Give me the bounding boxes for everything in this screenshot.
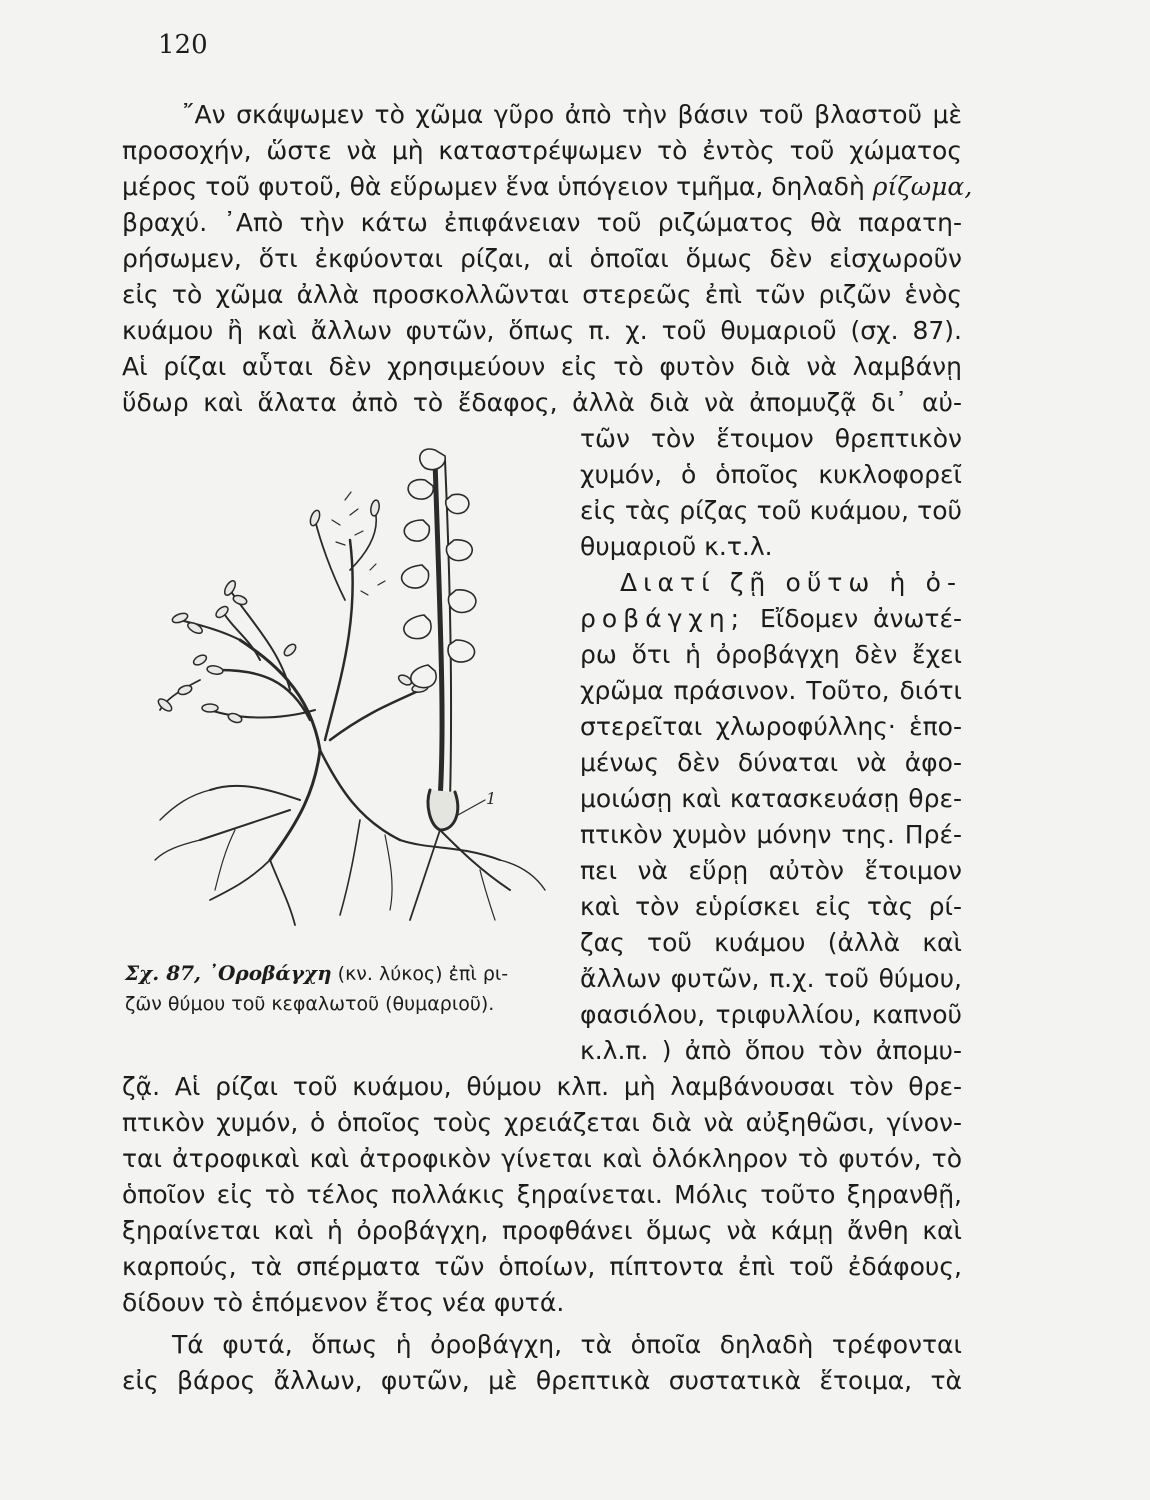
text-line: πει νὰ εὕρῃ αὐτὸν ἕτοιμον (580, 856, 962, 885)
figure-orobanche (140, 420, 560, 940)
heading-continuation: ροβάγχη; (580, 604, 746, 633)
text-line: δίδουν τὸ ἑπόμενον ἔτος νέα φυτά. (122, 1288, 565, 1317)
section-heading: Διατί ζῇ οὕτω ἡ ὀ- (620, 568, 962, 597)
text-line: καὶ τὸν εὑρίσκει εἰς τὰς ρί- (580, 892, 962, 921)
text-line: ὁποῖον εἰς τὸ τέλος πολλάκις ξηραίνεται. Μόλις τοῦτο ξηρανθῇ, (122, 1180, 962, 1209)
text-line: κ.λ.π. ) ἀπὸ ὅπου τὸν ἀπομυ- (580, 1036, 962, 1065)
text-line: ῎Αν σκάψωμεν τὸ χῶμα γῦρο ἀπὸ τὴν βάσιν τοῦ βλαστοῦ μὲ (182, 100, 962, 129)
text-line: στερεῖται χλωροφύλλης· ἑπο- (580, 712, 962, 741)
caption-label: Σχ. 87, ᾿Οροβάγχη (125, 961, 332, 985)
caption-text: (κν. λύκος) ἐπὶ ρι- (337, 963, 509, 985)
text-line: ρω ὅτι ἡ ὀροβάγχη δὲν ἔχει (580, 640, 962, 669)
text-line: ρήσωμεν, ὅτι ἐκφύονται ρίζαι, αἱ ὁποῖαι ὅμως δὲν εἰσχωροῦν (122, 244, 962, 273)
figure-label: 1 (486, 789, 497, 808)
text-line: Τά φυτά, ὅπως ἡ ὀροβάγχη, τὰ ὁποῖα δηλαδὴ τρέφονται (172, 1330, 962, 1359)
text-line: ζας τοῦ κυάμου (ἀλλὰ καὶ (580, 928, 962, 957)
text-line: φασιόλου, τριφυλλίου, καπνοῦ (580, 1000, 962, 1029)
text-line (122, 172, 973, 202)
text-line: χρῶμα πράσινον. Τοῦτο, διότι (580, 676, 962, 705)
text-line: καρπούς, τὰ σπέρματα τῶν ὁποίων, πίπτοντα ἐπὶ τοῦ ἐδάφους, (122, 1252, 962, 1281)
text-line: μένως δὲν δύναται νὰ ἀφο- (580, 748, 962, 777)
text-line: ἄλλων φυτῶν, π.χ. τοῦ θύμου, (580, 964, 962, 993)
text-span: μέρος τοῦ φυτοῦ, θὰ εὕρωμεν ἕνα ὑπόγειον τμῆμα, δηλαδὴ (122, 172, 865, 201)
plant-illustration (140, 420, 560, 940)
text-span: Εἴδομεν ἀνωτέ- (759, 604, 962, 633)
caption-line: ζῶν θύμου τοῦ κεφαλωτοῦ (θυμαριοῦ). (125, 993, 495, 1015)
text-line: Αἱ ρίζαι αὗται δὲν χρησιμεύουν εἰς τὸ φυτὸν διὰ νὰ λαμβάνῃ (122, 352, 962, 381)
text-line: χυμόν, ὁ ὁποῖος κυκλοφορεῖ (580, 460, 962, 489)
text-line: ξηραίνεται καὶ ἡ ὀροβάγχη, προφθάνει ὅμως νὰ κάμῃ ἄνθη καὶ (122, 1216, 962, 1245)
figure-caption (125, 958, 565, 1019)
text-line: ζᾷ. Αἱ ρίζαι τοῦ κυάμου, θύμου κλπ. μὴ λαμβάνουσαι τὸν θρε- (122, 1072, 962, 1101)
caption-line (125, 958, 565, 989)
italic-term: ρίζωμα, (872, 172, 973, 201)
text-line: εἰς τὸ χῶμα ἀλλὰ προσκολλῶνται στερεῶς ἐπὶ τῶν ριζῶν ἑνὸς (122, 280, 962, 309)
text-line: κυάμου ἢ καὶ ἄλλων φυτῶν, ὅπως π. χ. τοῦ θυμαριοῦ (σχ. 87). (122, 316, 962, 345)
text-line: μοιώσῃ καὶ κατασκευάσῃ θρε- (580, 784, 962, 813)
text-line: θυμαριοῦ κ.τ.λ. (580, 532, 773, 561)
text-line: ται ἀτροφικαὶ καὶ ἀτροφικὸν γίνεται καὶ ὁλόκληρον τὸ φυτόν, τὸ (122, 1144, 962, 1173)
text-line: πτικὸν χυμὸν μόνην της. Πρέ- (580, 820, 962, 849)
text-line: εἰς τὰς ρίζας τοῦ κυάμου, τοῦ (580, 496, 962, 525)
page-number: 120 (158, 30, 208, 60)
text-line: τῶν τὸν ἕτοιμον θρεπτικὸν (580, 424, 962, 453)
text-line: προσοχήν, ὥστε νὰ μὴ καταστρέψωμεν τὸ ἐντὸς τοῦ χώματος (122, 136, 962, 165)
text-line: ὕδωρ καὶ ἅλατα ἀπὸ τὸ ἔδαφος, ἀλλὰ διὰ νὰ ἀπομυζᾷ δι᾿ αὐ- (122, 388, 962, 417)
text-line: βραχύ. ᾿Απὸ τὴν κάτω ἐπιφάνειαν τοῦ ριζώματος θὰ παρατη- (122, 208, 962, 237)
text-line (580, 604, 962, 634)
text-line: εἰς βάρος ἄλλων, φυτῶν, μὲ θρεπτικὰ συστατικὰ ἕτοιμα, τὰ (122, 1366, 962, 1395)
text-line: πτικὸν χυμόν, ὁ ὁποῖος τοὺς χρειάζεται διὰ νὰ αὐξηθῶσι, γίνον- (122, 1108, 962, 1137)
